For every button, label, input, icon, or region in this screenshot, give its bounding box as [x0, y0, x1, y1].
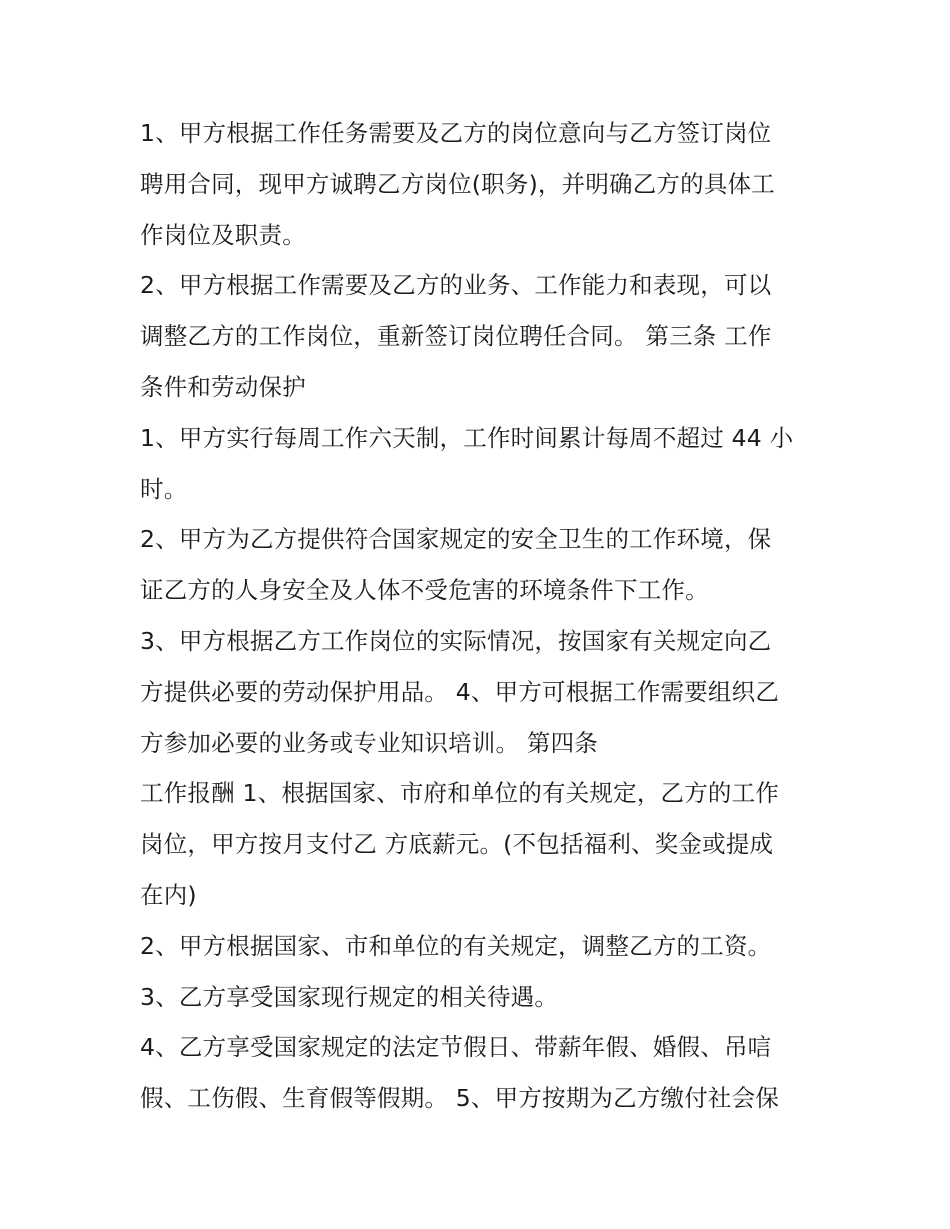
text-line: 时。 — [140, 474, 188, 503]
text-line: 工作报酬 1、根据国家、市府和单位的有关规定，乙方的工作 — [140, 779, 780, 808]
text-line: 证乙方的人身安全及人体不受危害的环境条件下工作。 — [140, 576, 709, 605]
text-line: 假、工伤假、生育假等假期。 5、甲方按期为乙方缴付社会保 — [140, 1084, 780, 1113]
text-line: 条件和劳动保护 — [140, 372, 306, 401]
text-line: 岗位，甲方按月支付乙 方底薪元。(不包括福利、奖金或提成 — [140, 830, 774, 859]
text-line: 方提供必要的劳动保护用品。 4、甲方可根据工作需要组织乙 — [140, 677, 780, 706]
contract-text — [140, 108, 820, 1124]
text-line: 2、甲方根据工作需要及乙方的业务、工作能力和表现，可以 — [140, 271, 772, 300]
text-line: 3、乙方享受国家现行规定的相关待遇。 — [140, 982, 559, 1011]
text-line: 2、甲方为乙方提供符合国家规定的安全卫生的工作环境，保 — [140, 525, 772, 554]
text-line: 调整乙方的工作岗位，重新签订岗位聘任合同。 第三条 工作 — [140, 322, 772, 351]
text-line: 4、乙方享受国家规定的法定节假日、带薪年假、婚假、吊唁 — [140, 1033, 772, 1062]
text-line: 2、甲方根据国家、市和单位的有关规定，调整乙方的工资。 — [140, 931, 772, 960]
text-line: 作岗位及职责。 — [140, 220, 306, 249]
text-line: 聘用合同，现甲方诚聘乙方岗位(职务)，并明确乙方的具体工 — [140, 169, 775, 198]
text-line: 3、甲方根据乙方工作岗位的实际情况，按国家有关规定向乙 — [140, 626, 772, 655]
text-line: 在内) — [140, 880, 197, 909]
text-line: 1、甲方根据工作任务需要及乙方的岗位意向与乙方签订岗位 — [140, 119, 772, 147]
text-line: 方参加必要的业务或专业知识培训。 第四条 — [140, 728, 598, 757]
text-line: 1、甲方实行每周工作六天制，工作时间累计每周不超过 44 小 — [140, 423, 794, 452]
